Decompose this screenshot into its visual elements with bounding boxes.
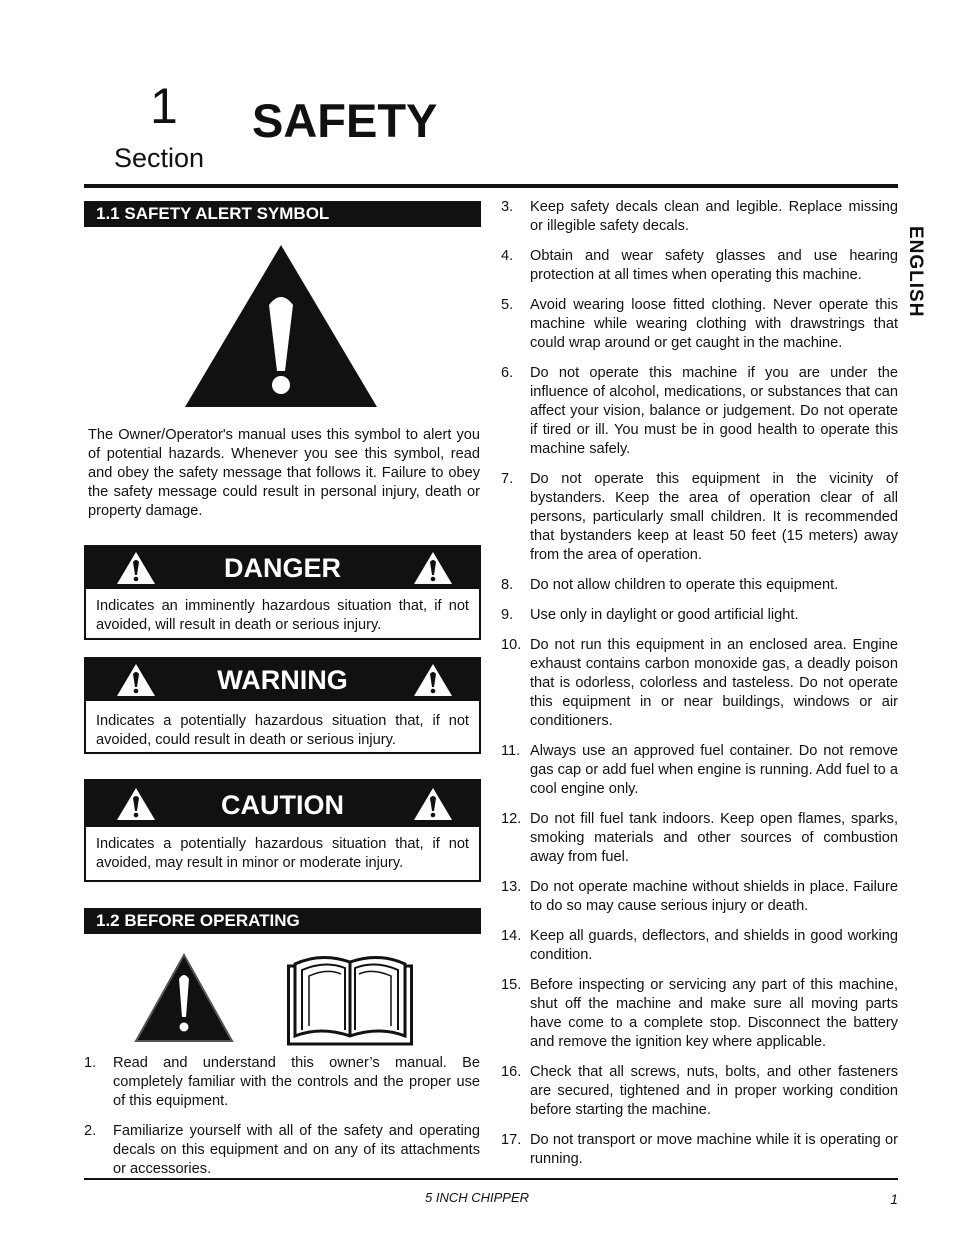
caution-signal-box bbox=[84, 779, 481, 882]
list-item: 12. Do not fill fuel tank indoors. Keep open flames, sparks, smoking materials and other sources of combustion away from fuel. bbox=[501, 811, 898, 865]
list-item: 8. Do not allow children to operate this equipment. bbox=[501, 577, 839, 593]
footer-title: 5 INCH CHIPPER bbox=[424, 1190, 530, 1205]
danger-header bbox=[86, 547, 479, 589]
alert-symbol-description: The Owner/Operator's manual uses this symbol to alert you of potential hazards. Whenever you see this symbol, read and obey the safety message that follows it. Failure to obey the safety message could result in personal injury, death or property damage. bbox=[88, 427, 480, 519]
before-operating-list-left bbox=[84, 1054, 480, 1190]
warning-triangle-icon bbox=[413, 551, 453, 585]
warning-triangle-icon bbox=[116, 551, 156, 585]
list-item: 9. Use only in daylight or good artificial light. bbox=[501, 607, 799, 623]
page-title: SAFETY bbox=[252, 94, 438, 147]
warning-triangle-icon bbox=[116, 787, 156, 821]
list-item: 1. Read and understand this owner’s manual. Be completely familiar with the controls and the proper use of this equipment. bbox=[84, 1055, 480, 1109]
before-operating-list-right bbox=[501, 198, 898, 1180]
warning-description: Indicates a potentially hazardous situation that, if not avoided, could result in death or serious injury. bbox=[96, 713, 469, 748]
language-tab-label: ENGLISH bbox=[905, 226, 926, 318]
safety-alert-triangle-icon bbox=[183, 243, 379, 409]
danger-word: DANGER bbox=[223, 553, 341, 583]
list-item: 3. Keep safety decals clean and legible. Replace missing or illegible safety decals. bbox=[501, 199, 898, 234]
alert-triangle-icon bbox=[134, 953, 234, 1043]
list-item: 6. Do not operate this machine if you are under the influence of alcohol, medications, or substances that can affect your vision, balance or judgement. Do not operate if tired or ill. You must be in good health to operate this machine safely. bbox=[501, 365, 898, 457]
list-item: 4. Obtain and wear safety glasses and use hearing protection at all times when operating this machine. bbox=[501, 248, 898, 283]
list-item: 10. Do not run this equipment in an enclosed area. Engine exhaust contains carbon monoxide gas, a deadly poison that is odorless, colorless and tasteless. Do not operate this equipment in or near buildings, windows or air conditioners. bbox=[501, 637, 898, 729]
warning-header bbox=[86, 659, 479, 701]
warning-word: WARNING bbox=[217, 665, 348, 695]
danger-description: Indicates an imminently hazardous situation that, if not avoided, will result in death or serious injury. bbox=[96, 598, 469, 633]
header-rule bbox=[84, 184, 898, 188]
list-item: 2. Familiarize yourself with all of the safety and operating decals on this equipment and on any of its attachments or accessories. bbox=[84, 1123, 480, 1177]
list-item: 17. Do not transport or move machine while it is operating or running. bbox=[501, 1132, 898, 1167]
language-tab bbox=[904, 226, 948, 336]
list-item: 15. Before inspecting or servicing any part of this machine, shut off the machine and make sure all moving parts have come to a complete stop. Disconnect the battery and remove the ignition key where applicable. bbox=[501, 977, 898, 1050]
list-item: 16. Check that all screws, nuts, bolts, and other fasteners are secured, tightened and in proper working condition before starting the machine. bbox=[501, 1064, 898, 1118]
section-number: 1 bbox=[150, 78, 178, 134]
footer-rule bbox=[84, 1178, 898, 1180]
warning-triangle-icon bbox=[116, 663, 156, 697]
caution-description: Indicates a potentially hazardous situation that, if not avoided, may result in minor or moderate injury. bbox=[96, 836, 469, 871]
page-number: 1 bbox=[890, 1191, 898, 1207]
list-item: 5. Avoid wearing loose fitted clothing. Never operate this machine while wearing clothing with drawstrings that could wrap around or get caught in the machine. bbox=[501, 297, 898, 351]
warning-signal-box bbox=[84, 657, 481, 754]
list-item: 13. Do not operate machine without shields in place. Failure to do so may cause serious injury or death. bbox=[501, 879, 898, 914]
list-item: 11. Always use an approved fuel container. Do not remove gas cap or add fuel when engine is running. Add fuel to a cool engine only. bbox=[501, 743, 898, 797]
danger-signal-box bbox=[84, 545, 481, 640]
list-item: 14. Keep all guards, deflectors, and shields in good working condition. bbox=[501, 928, 898, 963]
manual-book-icon bbox=[287, 950, 413, 1046]
caution-header bbox=[86, 781, 479, 827]
section-label: Section bbox=[114, 143, 205, 173]
warning-triangle-icon bbox=[413, 787, 453, 821]
section-heading-before-operating: 1.2 BEFORE OPERATING bbox=[84, 908, 481, 934]
section-heading-safety-alert: 1.1 SAFETY ALERT SYMBOL bbox=[84, 201, 481, 227]
caution-word: CAUTION bbox=[221, 790, 344, 820]
warning-triangle-icon bbox=[413, 663, 453, 697]
list-item: 7. Do not operate this equipment in the vicinity of bystanders. Keep the area of operation clear of all persons, particularly small children. It is recommended that bystanders keep at least 50 feet (15 meters) away from the area of operation. bbox=[501, 471, 898, 563]
